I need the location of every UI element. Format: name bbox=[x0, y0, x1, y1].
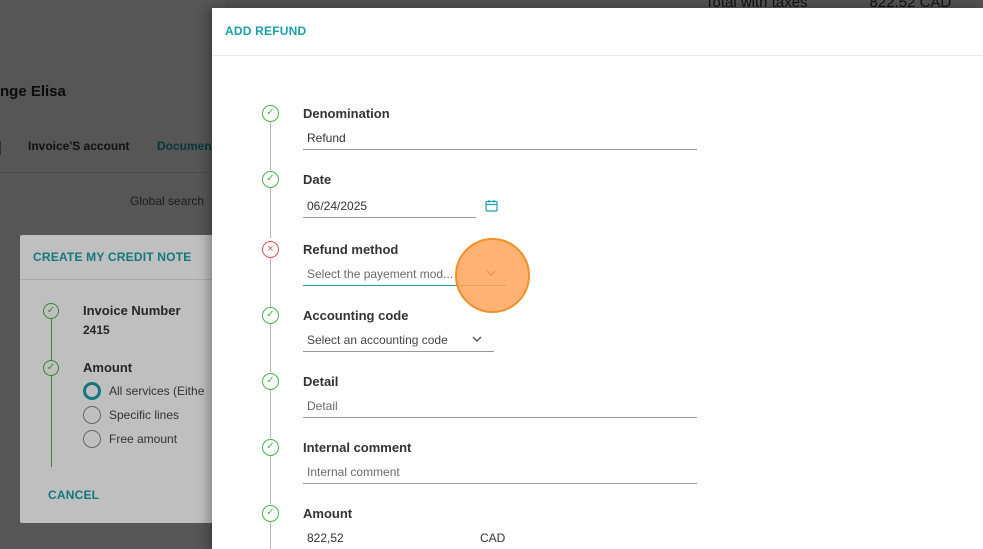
date-value: 06/24/2025 bbox=[307, 199, 368, 213]
refund-method-placeholder: Select the payement mod... bbox=[307, 267, 454, 281]
check-icon: ✓ bbox=[262, 373, 279, 390]
error-icon: × bbox=[262, 241, 279, 258]
amount-label: Amount bbox=[83, 360, 133, 375]
calendar-icon[interactable] bbox=[485, 199, 498, 212]
refund-title: ADD REFUND bbox=[225, 24, 307, 38]
chevron-down-icon[interactable] bbox=[471, 333, 483, 345]
check-icon: ✓ bbox=[43, 360, 59, 376]
date-label: Date bbox=[303, 172, 332, 187]
denomination-input[interactable] bbox=[303, 128, 697, 150]
check-icon: ✓ bbox=[262, 439, 279, 456]
check-icon: ✓ bbox=[43, 303, 59, 319]
stepper-connector bbox=[270, 122, 271, 170]
stepper-connector bbox=[270, 456, 271, 504]
amount-label: Amount bbox=[303, 506, 353, 521]
radio-label: Free amount bbox=[109, 432, 178, 446]
refund-method-label: Refund method bbox=[303, 242, 399, 257]
denomination-label: Denomination bbox=[303, 106, 390, 121]
refund-header bbox=[212, 8, 983, 56]
denomination-value: Refund bbox=[307, 131, 346, 145]
date-input[interactable] bbox=[303, 196, 476, 218]
accounting-code-select[interactable] bbox=[303, 330, 494, 352]
check-icon: ✓ bbox=[262, 505, 279, 522]
radio-label: All services (Eithe bbox=[109, 384, 205, 398]
detail-input[interactable] bbox=[303, 396, 697, 418]
cancel-button[interactable]: CANCEL bbox=[48, 488, 100, 502]
stepper-connector bbox=[270, 188, 271, 238]
credit-note-title: CREATE MY CREDIT NOTE bbox=[33, 250, 192, 264]
amount-input[interactable] bbox=[303, 528, 463, 549]
accounting-code-placeholder: Select an accounting code bbox=[307, 333, 448, 347]
detail-placeholder: Detail bbox=[307, 399, 338, 413]
add-refund-panel bbox=[212, 8, 983, 549]
stepper-connector bbox=[270, 390, 271, 438]
radio-label: Specific lines bbox=[109, 408, 180, 422]
stepper-connector bbox=[270, 324, 271, 372]
accounting-code-label: Accounting code bbox=[303, 308, 409, 323]
click-indicator bbox=[455, 238, 530, 313]
internal-comment-placeholder: Internal comment bbox=[307, 465, 400, 479]
internal-comment-label: Internal comment bbox=[303, 440, 412, 455]
currency-field bbox=[476, 528, 536, 549]
check-icon: ✓ bbox=[262, 171, 279, 188]
detail-label: Detail bbox=[303, 374, 339, 389]
check-icon: ✓ bbox=[262, 307, 279, 324]
check-icon: ✓ bbox=[262, 105, 279, 122]
invoice-number-label: Invoice Number bbox=[83, 303, 181, 318]
amount-value: 822,52 bbox=[307, 531, 344, 545]
stepper-connector bbox=[270, 257, 271, 307]
invoice-number-value: 2415 bbox=[83, 323, 110, 337]
stepper-connector bbox=[270, 522, 271, 549]
currency-value: CAD bbox=[480, 531, 506, 545]
internal-comment-input[interactable] bbox=[303, 462, 697, 484]
